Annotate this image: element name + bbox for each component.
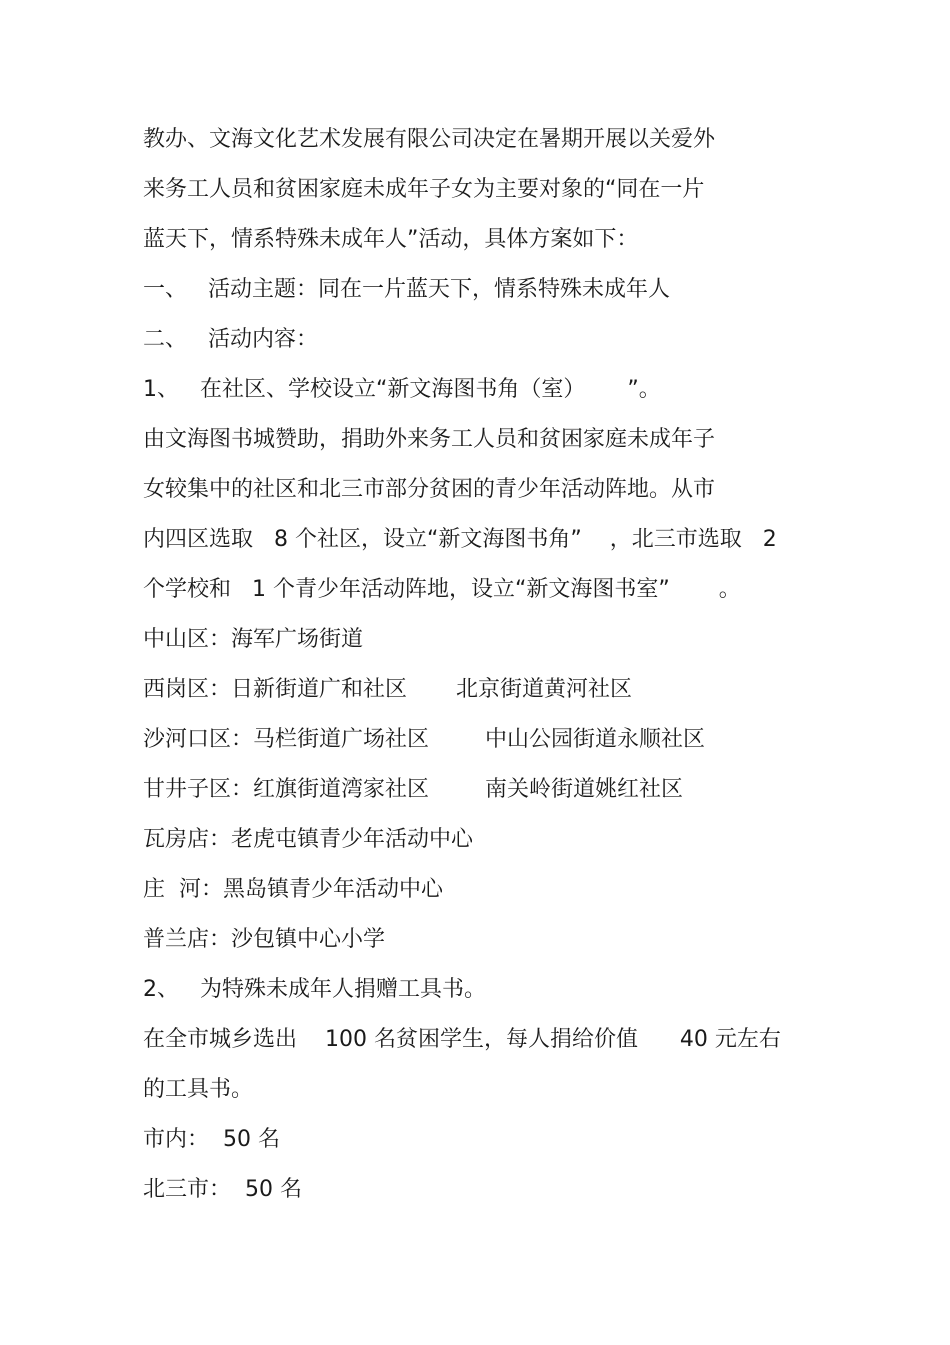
section-heading-content: 二、 活动内容： bbox=[143, 327, 318, 352]
paragraph-line: 蓝天下，情系特殊未成年人”活动，具体方案如下： bbox=[143, 227, 639, 252]
quota-entry: 市内： 50 名 bbox=[143, 1127, 280, 1152]
district-entry: 甘井子区：红旗街道湾家社区 南关岭街道姚红社区 bbox=[143, 777, 683, 802]
list-item-heading: 2、 为特殊未成年人捐赠工具书。 bbox=[143, 977, 486, 1002]
section-heading-theme: 一、 活动主题：同在一片蓝天下，情系特殊未成年人 bbox=[143, 277, 670, 302]
paragraph-line: 在全市城乡选出 100 名贫困学生，每人捐给价值 40 元左右 bbox=[143, 1027, 781, 1052]
district-entry: 沙河口区：马栏街道广场社区 中山公园街道永顺社区 bbox=[143, 727, 705, 752]
paragraph-line: 女较集中的社区和北三市部分贫困的青少年活动阵地。从市 bbox=[143, 477, 716, 502]
district-entry: 庄 河：黑岛镇青少年活动中心 bbox=[143, 877, 443, 902]
quota-entry: 北三市： 50 名 bbox=[143, 1177, 302, 1202]
district-entry: 普兰店：沙包镇中心小学 bbox=[143, 927, 386, 952]
paragraph-line: 内四区选取 8 个社区，设立“新文海图书角” ，北三市选取 2 bbox=[143, 527, 777, 552]
district-entry: 中山区：海军广场街道 bbox=[143, 627, 364, 652]
district-entry: 瓦房店：老虎屯镇青少年活动中心 bbox=[143, 827, 474, 852]
paragraph-line: 由文海图书城赞助，捐助外来务工人员和贫困家庭未成年子 bbox=[143, 427, 716, 452]
paragraph-line: 的工具书。 bbox=[143, 1077, 254, 1102]
paragraph-line: 来务工人员和贫困家庭未成年子女为主要对象的“同在一片 bbox=[143, 177, 705, 202]
list-item-heading: 1、 在社区、学校设立“新文海图书角（室） ”。 bbox=[143, 377, 661, 402]
paragraph-line: 教办、文海文化艺术发展有限公司决定在暑期开展以关爱外 bbox=[143, 127, 716, 152]
paragraph-line: 个学校和 1 个青少年活动阵地，设立“新文海图书室” 。 bbox=[143, 577, 741, 602]
district-entry: 西岗区：日新街道广和社区 北京街道黄河社区 bbox=[143, 677, 632, 702]
